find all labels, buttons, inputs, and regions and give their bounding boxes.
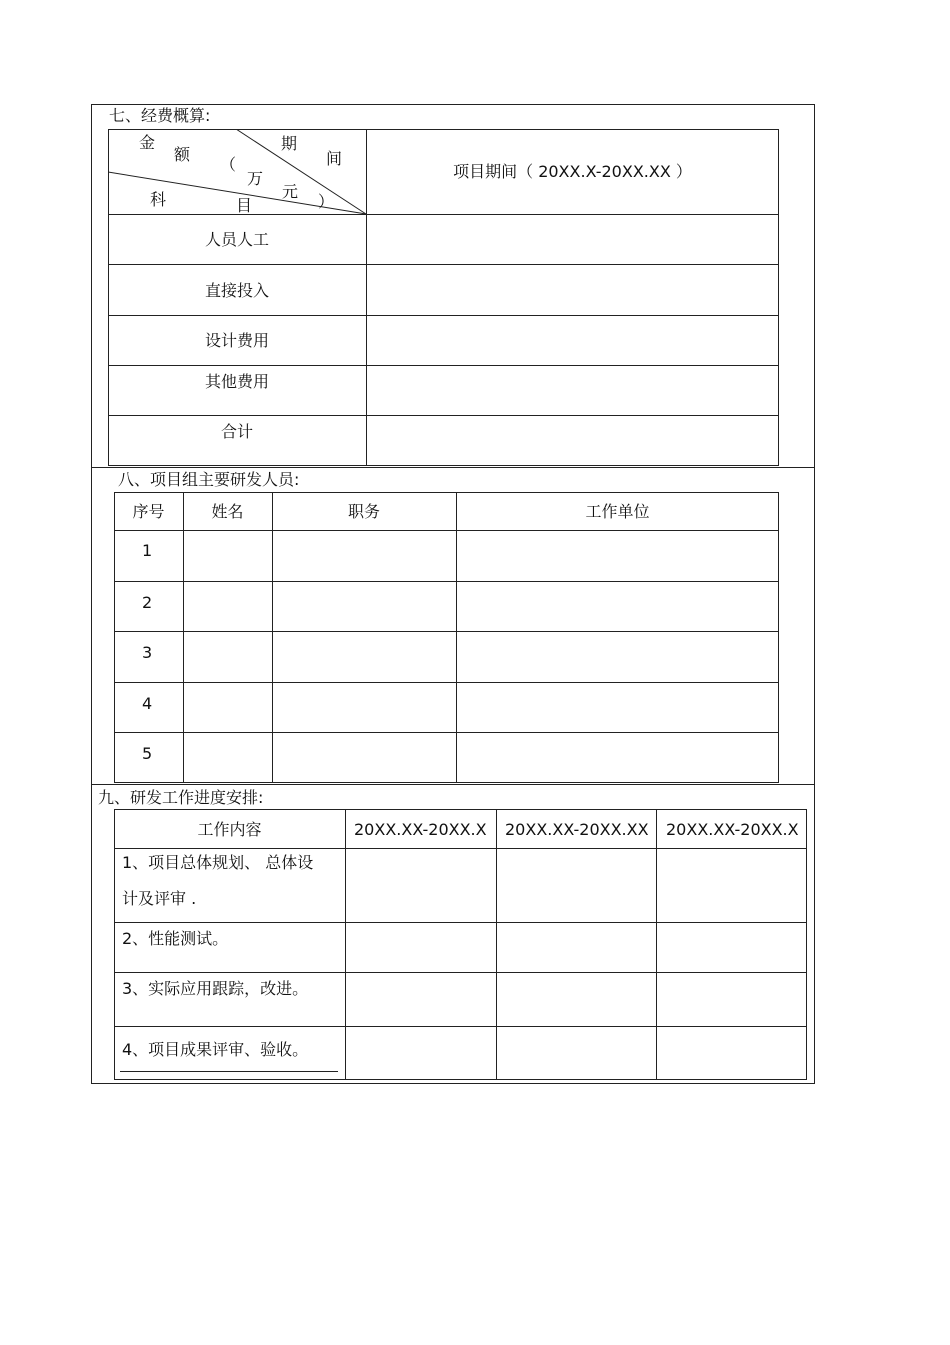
col-header-no: 序号 — [132, 502, 165, 521]
personnel-row-no: 2 — [142, 593, 153, 612]
schedule-header-content: 工作内容 — [197, 820, 262, 839]
budget-row-label: 合计 — [220, 422, 253, 441]
section7-title: 七、经费概算: — [109, 106, 211, 125]
section8-title: 八、项目组主要研发人员: — [118, 470, 300, 489]
section-divider — [91, 784, 815, 785]
schedule-row-content: 3、实际应用跟踪，改进。 — [122, 979, 309, 998]
budget-row-label: 人员人工 — [204, 230, 269, 249]
col-header-position: 职务 — [347, 502, 380, 521]
diag-char-qi: 期 — [281, 134, 298, 153]
schedule-row-content-line2: 计及评审 . — [122, 889, 197, 908]
section9-title: 九、研发工作进度安排: — [98, 788, 264, 807]
personnel-table — [114, 492, 779, 783]
col-header-unit: 工作单位 — [585, 502, 650, 521]
schedule-row-content: 4、项目成果评审、验收。 — [122, 1040, 309, 1059]
diag-char-jian: 间 — [326, 149, 343, 168]
diag-char-rparen: ） — [318, 192, 335, 211]
diag-char-mu: 目 — [236, 196, 253, 215]
budget-row-label: 设计费用 — [204, 331, 269, 350]
diag-char-e: 额 — [174, 145, 191, 164]
personnel-row-no: 3 — [142, 643, 153, 662]
personnel-row-no: 5 — [142, 744, 153, 763]
budget-row-label: 直接投入 — [204, 281, 269, 300]
diag-char-wan: 万 — [247, 169, 264, 188]
schedule-header-period: 20XX.XX-20XX.X — [354, 820, 487, 839]
period-header: 项目期间（ 20XX.X-20XX.XX ） — [453, 162, 692, 181]
schedule-header-period: 20XX.XX-20XX.X — [666, 820, 799, 839]
schedule-header-period: 20XX.XX-20XX.XX — [505, 820, 649, 839]
diag-char-yuan: 元 — [282, 182, 299, 201]
section-divider — [91, 467, 815, 468]
underline-decoration — [120, 1071, 338, 1072]
personnel-row-no: 1 — [142, 541, 153, 560]
diag-char-lparen: （ — [220, 155, 237, 174]
personnel-row-no: 4 — [142, 694, 153, 713]
diag-char-ke: 科 — [150, 190, 167, 209]
budget-row-label: 其他费用 — [204, 372, 269, 391]
schedule-row-content: 2、性能测试。 — [122, 929, 229, 948]
diag-char-jin: 金 — [139, 133, 156, 152]
schedule-row-content: 1、项目总体规划、 总体设 — [122, 853, 314, 872]
col-header-name: 姓名 — [211, 502, 244, 521]
